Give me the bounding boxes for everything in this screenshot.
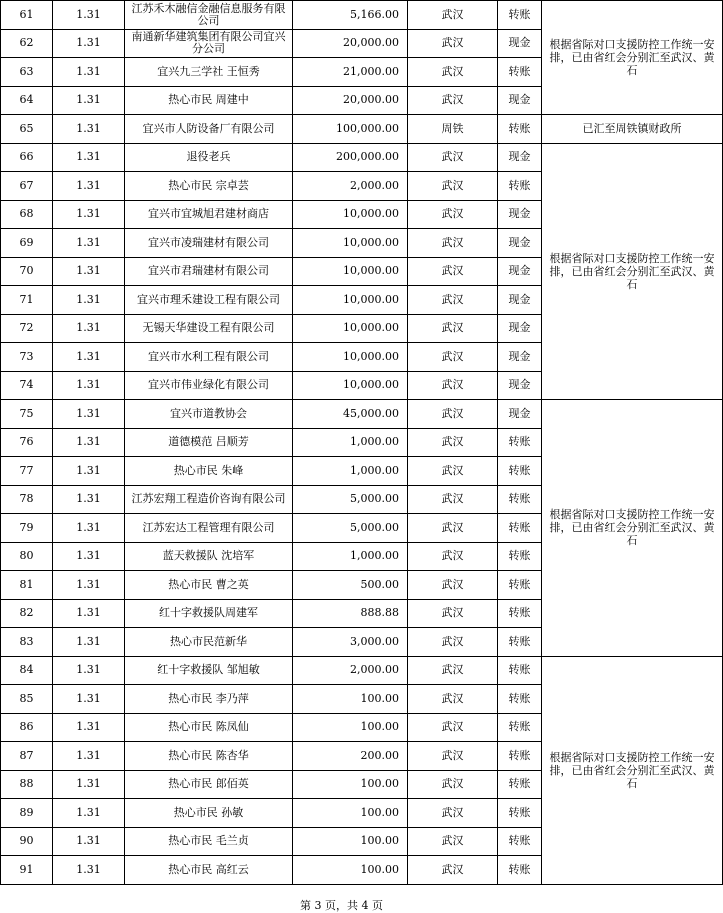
table-row — [1, 1, 723, 30]
donation-amount: 10,000.00 — [293, 229, 408, 258]
donation-amount: 45,000.00 — [293, 400, 408, 429]
payment-method: 转账 — [498, 628, 542, 657]
destination: 武汉 — [408, 428, 498, 457]
payment-method: 转账 — [498, 457, 542, 486]
donor-name: 退役老兵 — [125, 143, 293, 172]
destination: 武汉 — [408, 257, 498, 286]
payment-method: 转账 — [498, 542, 542, 571]
donation-amount: 100.00 — [293, 713, 408, 742]
remark-cell: 根据省际对口支援防控工作统一安排，已由省红会分别汇至武汉、黄石 — [542, 656, 723, 884]
payment-method: 转账 — [498, 713, 542, 742]
row-number: 74 — [1, 371, 53, 400]
donation-amount: 200.00 — [293, 742, 408, 771]
row-number: 76 — [1, 428, 53, 457]
remark-cell: 根据省际对口支援防控工作统一安排，已由省红会分别汇至武汉、黄石 — [542, 400, 723, 657]
donation-amount: 10,000.00 — [293, 200, 408, 229]
row-number: 80 — [1, 542, 53, 571]
donation-amount: 100.00 — [293, 827, 408, 856]
donor-name: 蓝天救援队 沈培军 — [125, 542, 293, 571]
donation-amount: 10,000.00 — [293, 286, 408, 315]
row-number: 85 — [1, 685, 53, 714]
row-date: 1.31 — [53, 457, 125, 486]
donor-name: 江苏宏达工程管理有限公司 — [125, 514, 293, 543]
donor-name: 宜兴市理禾建设工程有限公司 — [125, 286, 293, 315]
row-number: 72 — [1, 314, 53, 343]
row-date: 1.31 — [53, 286, 125, 315]
donation-amount: 5,166.00 — [293, 1, 408, 30]
donation-amount: 500.00 — [293, 571, 408, 600]
donation-amount: 100.00 — [293, 856, 408, 885]
destination: 武汉 — [408, 58, 498, 87]
table-row — [1, 143, 723, 172]
payment-method: 转账 — [498, 856, 542, 885]
payment-method: 现金 — [498, 29, 542, 58]
row-number: 66 — [1, 143, 53, 172]
donor-name: 南通新华建筑集团有限公司宜兴分公司 — [125, 29, 293, 58]
remark-cell: 根据省际对口支援防控工作统一安排，已由省红会分别汇至武汉、黄石 — [542, 1, 723, 115]
row-number: 65 — [1, 115, 53, 144]
donation-amount: 100.00 — [293, 799, 408, 828]
payment-method: 现金 — [498, 86, 542, 115]
row-number: 86 — [1, 713, 53, 742]
donor-name: 宜兴市凌瑞建材有限公司 — [125, 229, 293, 258]
destination: 武汉 — [408, 742, 498, 771]
destination: 武汉 — [408, 1, 498, 30]
payment-method: 转账 — [498, 115, 542, 144]
row-date: 1.31 — [53, 428, 125, 457]
row-number: 84 — [1, 656, 53, 685]
destination: 武汉 — [408, 656, 498, 685]
remark-cell: 已汇至周铁镇财政所 — [542, 115, 723, 144]
donation-amount: 2,000.00 — [293, 172, 408, 201]
destination: 武汉 — [408, 542, 498, 571]
donation-amount: 100,000.00 — [293, 115, 408, 144]
payment-method: 现金 — [498, 400, 542, 429]
donation-amount: 10,000.00 — [293, 343, 408, 372]
donation-amount: 200,000.00 — [293, 143, 408, 172]
payment-method: 现金 — [498, 371, 542, 400]
payment-method: 转账 — [498, 571, 542, 600]
row-date: 1.31 — [53, 229, 125, 258]
page-footer: 第 3 页，共 4 页 — [300, 899, 383, 912]
donor-name: 江苏宏翔工程造价咨询有限公司 — [125, 485, 293, 514]
row-date: 1.31 — [53, 827, 125, 856]
row-number: 71 — [1, 286, 53, 315]
donor-name: 热心市民 陈凤仙 — [125, 713, 293, 742]
destination: 武汉 — [408, 571, 498, 600]
row-date: 1.31 — [53, 485, 125, 514]
destination: 武汉 — [408, 856, 498, 885]
destination: 武汉 — [408, 457, 498, 486]
row-date: 1.31 — [53, 257, 125, 286]
destination: 武汉 — [408, 286, 498, 315]
table-row — [1, 656, 723, 685]
row-date: 1.31 — [53, 86, 125, 115]
row-number: 88 — [1, 770, 53, 799]
row-date: 1.31 — [53, 400, 125, 429]
payment-method: 现金 — [498, 314, 542, 343]
row-date: 1.31 — [53, 542, 125, 571]
row-date: 1.31 — [53, 713, 125, 742]
row-date: 1.31 — [53, 314, 125, 343]
remark-cell: 根据省际对口支援防控工作统一安排，已由省红会分别汇至武汉、黄石 — [542, 143, 723, 400]
row-date: 1.31 — [53, 115, 125, 144]
destination: 武汉 — [408, 628, 498, 657]
donor-name: 热心市民 曹之英 — [125, 571, 293, 600]
donation-amount: 100.00 — [293, 685, 408, 714]
row-date: 1.31 — [53, 343, 125, 372]
row-date: 1.31 — [53, 656, 125, 685]
row-number: 87 — [1, 742, 53, 771]
row-date: 1.31 — [53, 685, 125, 714]
donation-amount: 888.88 — [293, 599, 408, 628]
row-number: 83 — [1, 628, 53, 657]
donor-name: 热心市民 孙敏 — [125, 799, 293, 828]
destination: 武汉 — [408, 200, 498, 229]
donation-amount: 20,000.00 — [293, 29, 408, 58]
destination: 武汉 — [408, 29, 498, 58]
row-date: 1.31 — [53, 799, 125, 828]
payment-method: 现金 — [498, 143, 542, 172]
donation-amount: 5,000.00 — [293, 514, 408, 543]
donor-name: 宜兴市水利工程有限公司 — [125, 343, 293, 372]
payment-method: 现金 — [498, 286, 542, 315]
donor-name: 宜兴市宜城旭君建材商店 — [125, 200, 293, 229]
donation-amount: 1,000.00 — [293, 428, 408, 457]
row-date: 1.31 — [53, 599, 125, 628]
destination: 武汉 — [408, 229, 498, 258]
donation-amount: 1,000.00 — [293, 542, 408, 571]
payment-method: 转账 — [498, 172, 542, 201]
destination: 武汉 — [408, 799, 498, 828]
donor-name: 无锡天华建设工程有限公司 — [125, 314, 293, 343]
row-date: 1.31 — [53, 200, 125, 229]
ledger-body — [1, 1, 723, 885]
donation-amount: 2,000.00 — [293, 656, 408, 685]
row-number: 78 — [1, 485, 53, 514]
row-number: 67 — [1, 172, 53, 201]
donor-name: 宜兴市人防设备厂有限公司 — [125, 115, 293, 144]
row-date: 1.31 — [53, 514, 125, 543]
destination: 武汉 — [408, 770, 498, 799]
destination: 周铁 — [408, 115, 498, 144]
row-date: 1.31 — [53, 172, 125, 201]
row-date: 1.31 — [53, 143, 125, 172]
destination: 武汉 — [408, 485, 498, 514]
donor-name: 热心市民 周建中 — [125, 86, 293, 115]
payment-method: 转账 — [498, 770, 542, 799]
donor-name: 热心市民 高红云 — [125, 856, 293, 885]
row-date: 1.31 — [53, 371, 125, 400]
payment-method: 转账 — [498, 799, 542, 828]
donor-name: 宜兴九三学社 王恒秀 — [125, 58, 293, 87]
donor-name: 江苏禾木融信金融信息服务有限公司 — [125, 1, 293, 30]
row-number: 91 — [1, 856, 53, 885]
donor-name: 热心市民 李乃萍 — [125, 685, 293, 714]
donation-amount: 10,000.00 — [293, 371, 408, 400]
donation-amount: 1,000.00 — [293, 457, 408, 486]
payment-method: 转账 — [498, 428, 542, 457]
donor-name: 热心市民 郎佰英 — [125, 770, 293, 799]
payment-method: 转账 — [498, 827, 542, 856]
donation-amount: 5,000.00 — [293, 485, 408, 514]
table-row — [1, 115, 723, 144]
donation-amount: 20,000.00 — [293, 86, 408, 115]
destination: 武汉 — [408, 343, 498, 372]
payment-method: 转账 — [498, 58, 542, 87]
destination: 武汉 — [408, 685, 498, 714]
donor-name: 热心市民 朱峰 — [125, 457, 293, 486]
donor-name: 热心市民 毛兰贞 — [125, 827, 293, 856]
donation-amount: 21,000.00 — [293, 58, 408, 87]
row-number: 68 — [1, 200, 53, 229]
row-number: 81 — [1, 571, 53, 600]
destination: 武汉 — [408, 400, 498, 429]
payment-method: 转账 — [498, 685, 542, 714]
donation-amount: 10,000.00 — [293, 314, 408, 343]
row-number: 89 — [1, 799, 53, 828]
donor-name: 热心市民 陈杏华 — [125, 742, 293, 771]
destination: 武汉 — [408, 314, 498, 343]
destination: 武汉 — [408, 172, 498, 201]
row-number: 69 — [1, 229, 53, 258]
payment-method: 转账 — [498, 656, 542, 685]
payment-method: 现金 — [498, 257, 542, 286]
donation-amount: 3,000.00 — [293, 628, 408, 657]
row-number: 61 — [1, 1, 53, 30]
destination: 武汉 — [408, 713, 498, 742]
row-date: 1.31 — [53, 770, 125, 799]
row-number: 77 — [1, 457, 53, 486]
payment-method: 转账 — [498, 742, 542, 771]
payment-method: 转账 — [498, 599, 542, 628]
donor-name: 道德模范 吕顺芳 — [125, 428, 293, 457]
row-number: 73 — [1, 343, 53, 372]
donor-name: 宜兴市道教协会 — [125, 400, 293, 429]
table-row — [1, 400, 723, 429]
payment-method: 现金 — [498, 229, 542, 258]
destination: 武汉 — [408, 86, 498, 115]
payment-method: 转账 — [498, 485, 542, 514]
row-number: 75 — [1, 400, 53, 429]
row-date: 1.31 — [53, 571, 125, 600]
row-number: 70 — [1, 257, 53, 286]
donor-name: 热心市民范新华 — [125, 628, 293, 657]
donor-name: 热心市民 宗卓芸 — [125, 172, 293, 201]
payment-method: 现金 — [498, 343, 542, 372]
row-date: 1.31 — [53, 58, 125, 87]
row-number: 63 — [1, 58, 53, 87]
destination: 武汉 — [408, 514, 498, 543]
payment-method: 现金 — [498, 200, 542, 229]
payment-method: 转账 — [498, 1, 542, 30]
donation-amount: 10,000.00 — [293, 257, 408, 286]
row-number: 64 — [1, 86, 53, 115]
donor-name: 宜兴市伟业绿化有限公司 — [125, 371, 293, 400]
destination: 武汉 — [408, 371, 498, 400]
payment-method: 转账 — [498, 514, 542, 543]
row-date: 1.31 — [53, 742, 125, 771]
row-number: 90 — [1, 827, 53, 856]
donation-amount: 100.00 — [293, 770, 408, 799]
row-number: 62 — [1, 29, 53, 58]
row-date: 1.31 — [53, 1, 125, 30]
donor-name: 红十字救援队 邹旭敏 — [125, 656, 293, 685]
row-date: 1.31 — [53, 628, 125, 657]
destination: 武汉 — [408, 599, 498, 628]
destination: 武汉 — [408, 143, 498, 172]
donor-name: 红十字救援队周建军 — [125, 599, 293, 628]
destination: 武汉 — [408, 827, 498, 856]
row-number: 82 — [1, 599, 53, 628]
row-number: 79 — [1, 514, 53, 543]
row-date: 1.31 — [53, 29, 125, 58]
row-date: 1.31 — [53, 856, 125, 885]
donor-name: 宜兴市君瑞建材有限公司 — [125, 257, 293, 286]
